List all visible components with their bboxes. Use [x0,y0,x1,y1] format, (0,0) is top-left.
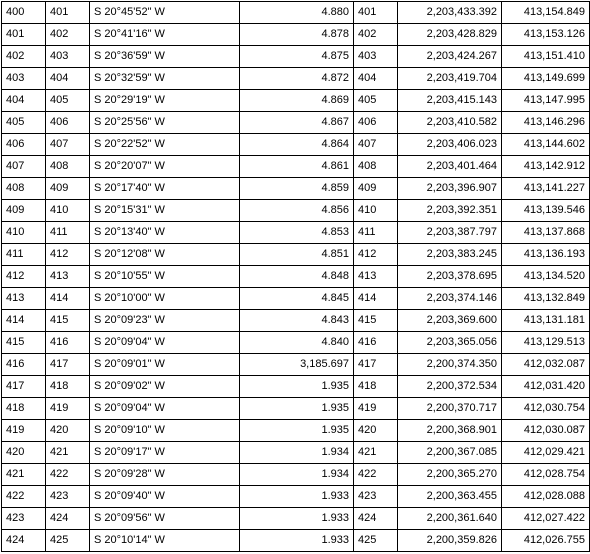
bearing-cell: S 20°36'59" W [90,46,240,68]
survey-table-body [2,2,590,552]
from-station-cell: 422 [2,486,46,508]
distance-cell: 1.935 [240,420,354,442]
table-row [2,24,590,46]
table-row [2,442,590,464]
y-coordinate-cell: 2,203,406.023 [398,134,502,156]
bearing-cell: S 20°13'40" W [90,222,240,244]
distance-cell: 4.859 [240,178,354,200]
table-row [2,464,590,486]
bearing-cell: S 20°45'52" W [90,2,240,24]
distance-cell: 4.845 [240,288,354,310]
distance-cell: 4.848 [240,266,354,288]
point-cell: 402 [354,24,398,46]
to-station-cell: 423 [46,486,90,508]
table-row [2,310,590,332]
from-station-cell: 401 [2,24,46,46]
y-coordinate-cell: 2,200,363.455 [398,486,502,508]
from-station-cell: 419 [2,420,46,442]
y-coordinate-cell: 2,200,368.901 [398,420,502,442]
point-cell: 420 [354,420,398,442]
y-coordinate-cell: 2,200,372.534 [398,376,502,398]
point-cell: 405 [354,90,398,112]
y-coordinate-cell: 2,203,424.267 [398,46,502,68]
table-row [2,112,590,134]
bearing-cell: S 20°10'00" W [90,288,240,310]
from-station-cell: 423 [2,508,46,530]
bearing-cell: S 20°10'14" W [90,530,240,552]
distance-cell: 1.935 [240,376,354,398]
bearing-cell: S 20°17'40" W [90,178,240,200]
from-station-cell: 406 [2,134,46,156]
x-coordinate-cell: 413,137.868 [502,222,590,244]
x-coordinate-cell: 413,136.193 [502,244,590,266]
bearing-cell: S 20°09'56" W [90,508,240,530]
point-cell: 412 [354,244,398,266]
to-station-cell: 409 [46,178,90,200]
bearing-cell: S 20°09'28" W [90,464,240,486]
point-cell: 424 [354,508,398,530]
table-row [2,486,590,508]
from-station-cell: 405 [2,112,46,134]
y-coordinate-cell: 2,203,365.056 [398,332,502,354]
to-station-cell: 421 [46,442,90,464]
from-station-cell: 412 [2,266,46,288]
to-station-cell: 412 [46,244,90,266]
x-coordinate-cell: 413,144.602 [502,134,590,156]
to-station-cell: 414 [46,288,90,310]
x-coordinate-cell: 413,153.126 [502,24,590,46]
bearing-cell: S 20°41'16" W [90,24,240,46]
bearing-cell: S 20°25'56" W [90,112,240,134]
bearing-cell: S 20°09'01" W [90,354,240,376]
from-station-cell: 407 [2,156,46,178]
point-cell: 423 [354,486,398,508]
to-station-cell: 405 [46,90,90,112]
distance-cell: 3,185.697 [240,354,354,376]
to-station-cell: 425 [46,530,90,552]
y-coordinate-cell: 2,203,378.695 [398,266,502,288]
x-coordinate-cell: 413,146.296 [502,112,590,134]
distance-cell: 1.933 [240,530,354,552]
table-row [2,156,590,178]
to-station-cell: 413 [46,266,90,288]
x-coordinate-cell: 413,142.912 [502,156,590,178]
x-coordinate-cell: 413,129.513 [502,332,590,354]
to-station-cell: 406 [46,112,90,134]
to-station-cell: 411 [46,222,90,244]
point-cell: 407 [354,134,398,156]
y-coordinate-cell: 2,200,361.640 [398,508,502,530]
distance-cell: 4.840 [240,332,354,354]
from-station-cell: 413 [2,288,46,310]
to-station-cell: 420 [46,420,90,442]
distance-cell: 4.843 [240,310,354,332]
table-row [2,288,590,310]
point-cell: 408 [354,156,398,178]
point-cell: 425 [354,530,398,552]
point-cell: 406 [354,112,398,134]
distance-cell: 1.935 [240,398,354,420]
table-row [2,222,590,244]
table-row [2,134,590,156]
y-coordinate-cell: 2,203,401.464 [398,156,502,178]
table-row [2,46,590,68]
y-coordinate-cell: 2,203,428.829 [398,24,502,46]
distance-cell: 4.856 [240,200,354,222]
point-cell: 421 [354,442,398,464]
point-cell: 422 [354,464,398,486]
point-cell: 414 [354,288,398,310]
bearing-cell: S 20°09'17" W [90,442,240,464]
table-row [2,530,590,552]
point-cell: 416 [354,332,398,354]
point-cell: 418 [354,376,398,398]
x-coordinate-cell: 413,154.849 [502,2,590,24]
distance-cell: 4.869 [240,90,354,112]
table-row [2,398,590,420]
from-station-cell: 402 [2,46,46,68]
bearing-cell: S 20°12'08" W [90,244,240,266]
y-coordinate-cell: 2,203,374.146 [398,288,502,310]
point-cell: 415 [354,310,398,332]
to-station-cell: 408 [46,156,90,178]
bearing-cell: S 20°09'40" W [90,486,240,508]
point-cell: 419 [354,398,398,420]
to-station-cell: 419 [46,398,90,420]
bearing-cell: S 20°20'07" W [90,156,240,178]
point-cell: 409 [354,178,398,200]
y-coordinate-cell: 2,200,374.350 [398,354,502,376]
to-station-cell: 403 [46,46,90,68]
to-station-cell: 410 [46,200,90,222]
y-coordinate-cell: 2,203,396.907 [398,178,502,200]
bearing-cell: S 20°09'23" W [90,310,240,332]
table-row [2,68,590,90]
bearing-cell: S 20°22'52" W [90,134,240,156]
distance-cell: 1.934 [240,442,354,464]
distance-cell: 1.934 [240,464,354,486]
to-station-cell: 401 [46,2,90,24]
bearing-cell: S 20°09'04" W [90,398,240,420]
distance-cell: 4.878 [240,24,354,46]
to-station-cell: 407 [46,134,90,156]
from-station-cell: 409 [2,200,46,222]
table-row [2,420,590,442]
distance-cell: 4.851 [240,244,354,266]
x-coordinate-cell: 413,141.227 [502,178,590,200]
x-coordinate-cell: 412,026.755 [502,530,590,552]
to-station-cell: 415 [46,310,90,332]
y-coordinate-cell: 2,203,387.797 [398,222,502,244]
x-coordinate-cell: 413,139.546 [502,200,590,222]
distance-cell: 1.933 [240,486,354,508]
table-row [2,200,590,222]
table-row [2,90,590,112]
from-station-cell: 408 [2,178,46,200]
from-station-cell: 404 [2,90,46,112]
y-coordinate-cell: 2,200,370.717 [398,398,502,420]
from-station-cell: 414 [2,310,46,332]
to-station-cell: 416 [46,332,90,354]
x-coordinate-cell: 413,151.410 [502,46,590,68]
point-cell: 410 [354,200,398,222]
table-row [2,178,590,200]
distance-cell: 4.861 [240,156,354,178]
x-coordinate-cell: 413,134.520 [502,266,590,288]
from-station-cell: 421 [2,464,46,486]
bearing-cell: S 20°15'31" W [90,200,240,222]
from-station-cell: 415 [2,332,46,354]
distance-cell: 4.853 [240,222,354,244]
from-station-cell: 424 [2,530,46,552]
y-coordinate-cell: 2,203,410.582 [398,112,502,134]
to-station-cell: 417 [46,354,90,376]
x-coordinate-cell: 413,131.181 [502,310,590,332]
bearing-cell: S 20°09'02" W [90,376,240,398]
to-station-cell: 418 [46,376,90,398]
x-coordinate-cell: 413,149.699 [502,68,590,90]
table-row [2,2,590,24]
from-station-cell: 411 [2,244,46,266]
table-row [2,508,590,530]
to-station-cell: 402 [46,24,90,46]
from-station-cell: 403 [2,68,46,90]
distance-cell: 4.867 [240,112,354,134]
point-cell: 401 [354,2,398,24]
from-station-cell: 410 [2,222,46,244]
bearing-cell: S 20°09'10" W [90,420,240,442]
from-station-cell: 400 [2,2,46,24]
distance-cell: 4.880 [240,2,354,24]
from-station-cell: 420 [2,442,46,464]
bearing-cell: S 20°10'55" W [90,266,240,288]
x-coordinate-cell: 412,031.420 [502,376,590,398]
x-coordinate-cell: 412,030.754 [502,398,590,420]
y-coordinate-cell: 2,203,369.600 [398,310,502,332]
point-cell: 403 [354,46,398,68]
y-coordinate-cell: 2,200,359.826 [398,530,502,552]
x-coordinate-cell: 412,028.088 [502,486,590,508]
x-coordinate-cell: 413,147.995 [502,90,590,112]
bearing-cell: S 20°29'19" W [90,90,240,112]
to-station-cell: 424 [46,508,90,530]
x-coordinate-cell: 412,032.087 [502,354,590,376]
bearing-cell: S 20°09'04" W [90,332,240,354]
y-coordinate-cell: 2,203,415.143 [398,90,502,112]
distance-cell: 4.864 [240,134,354,156]
to-station-cell: 404 [46,68,90,90]
bearing-cell: S 20°32'59" W [90,68,240,90]
point-cell: 417 [354,354,398,376]
from-station-cell: 417 [2,376,46,398]
x-coordinate-cell: 412,028.754 [502,464,590,486]
y-coordinate-cell: 2,203,383.245 [398,244,502,266]
x-coordinate-cell: 412,027.422 [502,508,590,530]
table-row [2,244,590,266]
x-coordinate-cell: 413,132.849 [502,288,590,310]
point-cell: 411 [354,222,398,244]
y-coordinate-cell: 2,203,419.704 [398,68,502,90]
survey-coordinates-table [1,1,590,552]
distance-cell: 4.872 [240,68,354,90]
y-coordinate-cell: 2,200,365.270 [398,464,502,486]
point-cell: 413 [354,266,398,288]
x-coordinate-cell: 412,030.087 [502,420,590,442]
from-station-cell: 416 [2,354,46,376]
point-cell: 404 [354,68,398,90]
to-station-cell: 422 [46,464,90,486]
from-station-cell: 418 [2,398,46,420]
table-row [2,266,590,288]
distance-cell: 4.875 [240,46,354,68]
y-coordinate-cell: 2,203,392.351 [398,200,502,222]
distance-cell: 1.933 [240,508,354,530]
y-coordinate-cell: 2,200,367.085 [398,442,502,464]
table-row [2,376,590,398]
table-row [2,354,590,376]
table-row [2,332,590,354]
y-coordinate-cell: 2,203,433.392 [398,2,502,24]
x-coordinate-cell: 412,029.421 [502,442,590,464]
